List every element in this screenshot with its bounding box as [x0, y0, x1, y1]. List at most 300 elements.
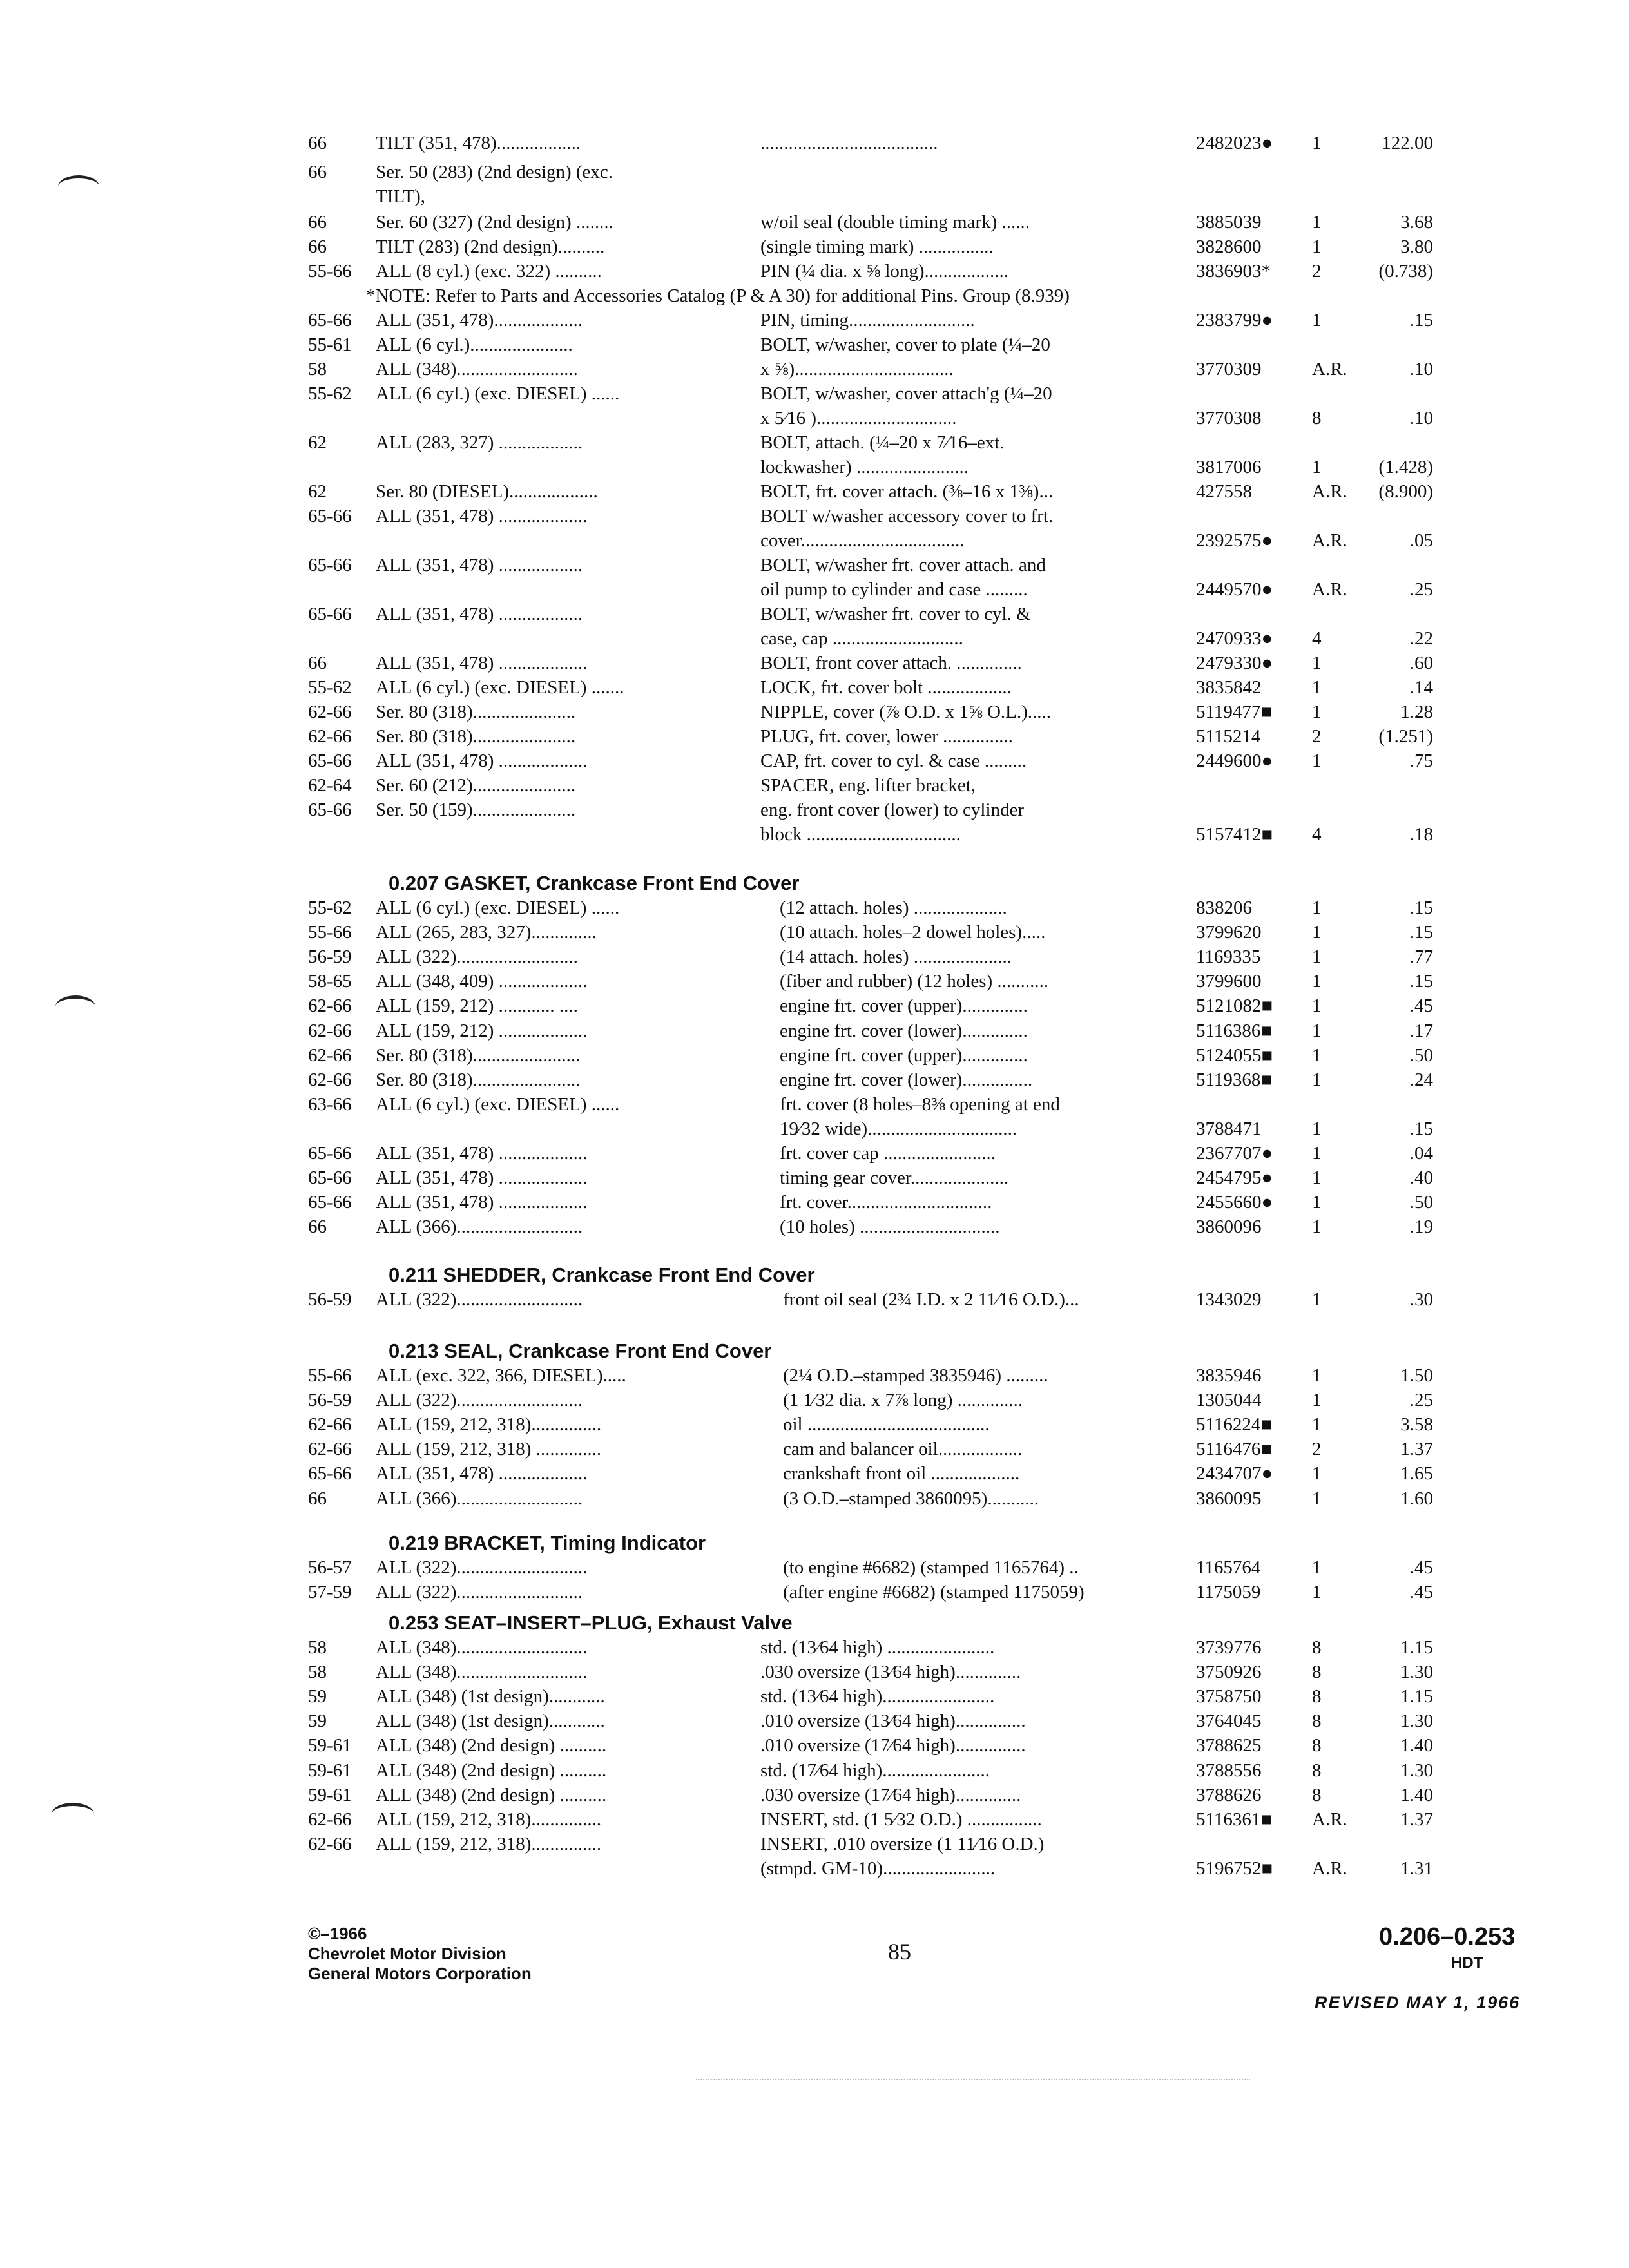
quantity: 1: [1312, 751, 1322, 771]
quantity: 1: [1312, 236, 1322, 257]
part-row: [0, 1486, 1629, 1511]
year-range: 62-66: [308, 1414, 352, 1436]
application: Ser. 60 (212)......................: [376, 775, 576, 796]
description: (fiber and rubber) (12 holes) ...........: [780, 971, 1049, 992]
part-row: [0, 259, 1629, 284]
part-row: [0, 1019, 1629, 1043]
application: ALL (322)...........................: [376, 1582, 583, 1603]
part-number: 5124055■: [1196, 1044, 1273, 1066]
application: ALL (348) (2nd design) ..........: [376, 1735, 607, 1756]
part-row: [0, 160, 1629, 184]
year-range: 62-66: [308, 726, 352, 747]
description: w/oil seal (double timing mark) ......: [760, 212, 1030, 233]
quantity: 1: [1312, 1118, 1322, 1139]
quantity: 1: [1312, 1143, 1322, 1164]
application: Ser. 80 (318).......................: [376, 1044, 581, 1066]
description: .010 oversize (13⁄64 high)...............: [760, 1711, 1026, 1732]
part-row: [0, 700, 1629, 724]
part-row: [0, 406, 1629, 430]
part-row: [0, 357, 1629, 381]
section-heading: 0.253 SEAT–INSERT–PLUG, Exhaust Valve: [389, 1611, 793, 1634]
year-range: 65-66: [308, 1192, 352, 1213]
part-row: [0, 1388, 1629, 1412]
price: 1.37: [1400, 1439, 1433, 1460]
year-range: 56-59: [308, 947, 352, 968]
description: PLUG, frt. cover, lower ...............: [760, 726, 1013, 747]
part-row: [0, 1215, 1629, 1239]
application: ALL (351, 478) ...................: [376, 653, 588, 673]
quantity: 1: [1312, 1168, 1322, 1189]
description: std. (13⁄64 high)........................: [760, 1686, 995, 1707]
year-range: 65-66: [308, 604, 352, 624]
part-number: 2434707●: [1196, 1463, 1273, 1485]
price: .45: [1409, 995, 1433, 1017]
price: .15: [1409, 898, 1433, 918]
page-number: 85: [888, 1939, 911, 1965]
part-row: [0, 1437, 1629, 1461]
part-number: 3758750: [1196, 1686, 1262, 1707]
application: ALL (159, 212, 318)...............: [376, 1833, 602, 1854]
part-row: [0, 1166, 1629, 1190]
part-row: [0, 1807, 1629, 1832]
year-range: 58: [308, 1662, 327, 1683]
application: ALL (348) (1st design)............: [376, 1686, 605, 1707]
year-range: 56-57: [308, 1557, 352, 1578]
year-range: 62-66: [308, 1809, 352, 1830]
part-number: 2383799●: [1196, 310, 1273, 331]
price: (1.251): [1378, 726, 1433, 747]
price: 3.58: [1400, 1414, 1433, 1436]
description: .010 oversize (17⁄64 high)...............: [760, 1735, 1026, 1756]
part-number: 3885039: [1196, 212, 1262, 233]
year-range: 66: [308, 162, 327, 182]
year-range: 62-66: [308, 995, 352, 1017]
description: CAP, frt. cover to cyl. & case .........: [760, 751, 1027, 771]
description: cover...................................: [760, 530, 965, 551]
part-number: 5119477■: [1196, 702, 1272, 722]
quantity: 1: [1312, 702, 1322, 722]
price: .50: [1409, 1192, 1433, 1213]
quantity: 2: [1312, 261, 1322, 282]
part-number: 2479330●: [1196, 653, 1273, 673]
description: PIN, timing...........................: [760, 310, 975, 331]
application: ALL (351, 478) ..................: [376, 555, 583, 575]
description: case, cap ............................: [760, 628, 963, 649]
year-range: 66: [308, 1488, 327, 1509]
part-row: [0, 822, 1629, 847]
year-range: 65-66: [308, 1463, 352, 1485]
quantity: A.R.: [1312, 530, 1347, 551]
price: 1.30: [1400, 1711, 1433, 1732]
quantity: 8: [1312, 1760, 1322, 1781]
price: .25: [1409, 579, 1433, 600]
description: frt. cover (8 holes–8⅜ opening at end: [780, 1093, 1060, 1115]
part-row: [0, 1461, 1629, 1486]
part-row: [0, 1684, 1629, 1709]
application: ALL (322)...........................: [376, 1289, 583, 1310]
application: ALL (366)...........................: [376, 1216, 583, 1238]
part-row: [0, 1043, 1629, 1068]
part-number: 2449570●: [1196, 579, 1273, 600]
corporation-name: General Motors Corporation: [308, 1964, 532, 1983]
application: ALL (348) (1st design)............: [376, 1711, 605, 1732]
part-row: [0, 1580, 1629, 1604]
description: (stmpd. GM-10)........................: [760, 1858, 996, 1879]
year-range: 58: [308, 359, 327, 380]
price: (8.900): [1378, 481, 1433, 502]
year-range: 62-64: [308, 775, 352, 796]
year-range: 59: [308, 1686, 327, 1707]
application: TILT (351, 478)..................: [376, 133, 581, 153]
application: Ser. 50 (159)......................: [376, 800, 576, 820]
part-row: [0, 381, 1629, 406]
application: ALL (348)............................: [376, 1662, 588, 1683]
quantity: 8: [1312, 1735, 1322, 1756]
year-range: 66: [308, 133, 327, 153]
part-row: [0, 626, 1629, 651]
part-number: 3788471: [1196, 1118, 1262, 1139]
description: engine frt. cover (upper)..............: [780, 995, 1028, 1017]
part-number: 3836903*: [1196, 261, 1271, 282]
part-number: 2470933●: [1196, 628, 1273, 649]
price: .40: [1409, 1168, 1433, 1189]
part-row: [0, 184, 1629, 209]
description: x ⅝)..................................: [760, 359, 954, 380]
price: .15: [1409, 310, 1433, 331]
year-range: 59-61: [308, 1760, 352, 1781]
part-row: [0, 577, 1629, 602]
price: .15: [1409, 971, 1433, 992]
year-range: 63-66: [308, 1093, 352, 1115]
application: ALL (159, 212, 318) ..............: [376, 1439, 602, 1460]
part-number: 5116224■: [1196, 1414, 1272, 1436]
part-number: 5115214: [1196, 726, 1261, 747]
description: front oil seal (2¾ I.D. x 2 11⁄16 O.D.)...: [783, 1289, 1079, 1310]
part-number: 3799620: [1196, 922, 1262, 943]
quantity: 1: [1312, 922, 1322, 943]
price: .19: [1409, 1216, 1433, 1238]
quantity: 1: [1312, 310, 1322, 331]
description: (to engine #6682) (stamped 1165764) ..: [783, 1557, 1079, 1578]
quantity: 1: [1312, 947, 1322, 968]
year-range: 56-59: [308, 1390, 352, 1411]
part-row: [0, 553, 1629, 577]
quantity: 1: [1312, 1216, 1322, 1238]
description: (1 1⁄32 dia. x 7⅞ long) ..............: [783, 1390, 1023, 1411]
part-number: 2449600●: [1196, 751, 1273, 771]
application: ALL (6 cyl.) (exc. DIESEL) ......: [376, 1093, 620, 1115]
year-range: 59-61: [308, 1784, 352, 1805]
description: (10 holes) ..............................: [780, 1216, 1000, 1238]
section-heading: 0.211 SHEDDER, Crankcase Front End Cover: [389, 1264, 815, 1286]
application: ALL (348) (2nd design) ..........: [376, 1784, 607, 1805]
description: engine frt. cover (upper)..............: [780, 1044, 1028, 1066]
application: ALL (351, 478) ...................: [376, 1463, 588, 1485]
part-row: [0, 945, 1629, 969]
part-row: [0, 724, 1629, 749]
year-range: 55-62: [308, 898, 352, 918]
application: ALL (8 cyl.) (exc. 322) ..........: [376, 261, 602, 282]
application: ALL (265, 283, 327)..............: [376, 922, 597, 943]
application: TILT),: [376, 186, 426, 207]
application: ALL (322)...........................: [376, 1390, 583, 1411]
part-row: [0, 1758, 1629, 1783]
application: ALL (366)...........................: [376, 1488, 583, 1509]
part-number: 2367707●: [1196, 1143, 1273, 1164]
quantity: 1: [1312, 1069, 1322, 1090]
year-range: 65-66: [308, 1168, 352, 1189]
part-row: [0, 1555, 1629, 1580]
section-heading: 0.207 GASKET, Crankcase Front End Cover: [389, 872, 800, 894]
application: ALL (351, 478)...................: [376, 310, 583, 331]
part-row: [0, 969, 1629, 994]
price: .60: [1409, 653, 1433, 673]
quantity: 1: [1312, 971, 1322, 992]
year-range: 58-65: [308, 971, 352, 992]
application: ALL (351, 478) ..................: [376, 604, 583, 624]
description: frt. cover...............................: [780, 1192, 992, 1213]
price: .77: [1409, 947, 1433, 968]
part-row: [0, 235, 1629, 259]
part-row: [0, 1141, 1629, 1166]
part-number: 3860096: [1196, 1216, 1262, 1238]
quantity: 1: [1312, 898, 1322, 918]
quantity: 8: [1312, 1662, 1322, 1683]
quantity: 1: [1312, 1365, 1322, 1386]
year-range: 55-66: [308, 922, 352, 943]
description: (12 attach. holes) ....................: [780, 898, 1007, 918]
part-number: 3817006: [1196, 457, 1262, 477]
part-row: [0, 602, 1629, 626]
year-range: 62-66: [308, 1044, 352, 1066]
price: 1.65: [1400, 1463, 1433, 1485]
price: .45: [1409, 1582, 1433, 1603]
description: std. (13⁄64 high) .......................: [760, 1637, 995, 1658]
application: ALL (348)............................: [376, 1637, 588, 1658]
quantity: 1: [1312, 1414, 1322, 1436]
part-row: [0, 675, 1629, 700]
application: ALL (159, 212, 318)...............: [376, 1809, 602, 1830]
description: lockwasher) ........................: [760, 457, 969, 477]
punch-hole-mark: [52, 1803, 94, 1825]
quantity: 4: [1312, 824, 1322, 845]
section-heading: 0.219 BRACKET, Timing Indicator: [389, 1532, 706, 1554]
application: ALL (322)..........................: [376, 947, 578, 968]
quantity: 1: [1312, 1488, 1322, 1509]
description: (3 O.D.–stamped 3860095)...........: [783, 1488, 1039, 1509]
year-range: 62-66: [308, 702, 352, 722]
part-number: 2392575●: [1196, 530, 1273, 551]
section-heading: 0.213 SEAL, Crankcase Front End Cover: [389, 1340, 772, 1362]
part-number: 3750926: [1196, 1662, 1262, 1683]
year-range: 62: [308, 481, 327, 502]
application: TILT (283) (2nd design)..........: [376, 236, 605, 257]
series-code: HDT: [1451, 1954, 1483, 1972]
description: (10 attach. holes–2 dowel holes).....: [780, 922, 1046, 943]
description: (14 attach. holes) .....................: [780, 947, 1012, 968]
application: Ser. 50 (283) (2nd design) (exc.: [376, 162, 613, 182]
year-range: 66: [308, 653, 327, 673]
part-row: [0, 1733, 1629, 1758]
price: .15: [1409, 1118, 1433, 1139]
quantity: 1: [1312, 1044, 1322, 1066]
quantity: A.R.: [1312, 1858, 1347, 1879]
application: Ser. 80 (318).......................: [376, 1069, 581, 1090]
quantity: 2: [1312, 726, 1322, 747]
description: timing gear cover.....................: [780, 1168, 1009, 1189]
part-row: [0, 455, 1629, 479]
application: ALL (6 cyl.) (exc. DIESEL) ......: [376, 383, 620, 404]
price: 1.30: [1400, 1662, 1433, 1683]
part-number: 3835946: [1196, 1365, 1262, 1386]
price: 1.15: [1400, 1686, 1433, 1707]
part-row: [0, 430, 1629, 455]
part-row: [0, 332, 1629, 357]
price: .17: [1409, 1020, 1433, 1041]
part-number: 5196752■: [1196, 1858, 1273, 1879]
price: .04: [1409, 1143, 1433, 1164]
description: BOLT, w/washer frt. cover to cyl. &: [760, 604, 1031, 624]
description: (2¼ O.D.–stamped 3835946) .........: [783, 1365, 1048, 1386]
quantity: 8: [1312, 1784, 1322, 1805]
description: cam and balancer oil..................: [783, 1439, 1023, 1460]
year-range: 62-66: [308, 1020, 352, 1041]
part-number: 3764045: [1196, 1711, 1262, 1732]
description: std. (17⁄64 high).......................: [760, 1760, 990, 1781]
price: .10: [1409, 408, 1433, 428]
description: 19⁄32 wide)................................: [780, 1118, 1017, 1139]
application: ALL (351, 478) ...................: [376, 751, 588, 771]
application: ALL (283, 327) ..................: [376, 432, 583, 453]
year-range: 55-61: [308, 334, 352, 355]
group-range: 0.206–0.253: [1379, 1923, 1516, 1950]
price: .45: [1409, 1557, 1433, 1578]
application: Ser. 80 (318)......................: [376, 726, 576, 747]
price: .75: [1409, 751, 1433, 771]
part-row: [0, 1660, 1629, 1684]
application: ALL (351, 478) ...................: [376, 1168, 588, 1189]
part-row: [0, 896, 1629, 920]
punch-hole-mark: [58, 175, 99, 198]
quantity: 1: [1312, 1020, 1322, 1041]
description: crankshaft front oil ...................: [783, 1463, 1020, 1485]
part-number: 3788626: [1196, 1784, 1262, 1805]
price: 122.00: [1382, 133, 1433, 153]
part-row: [0, 1068, 1629, 1092]
part-number: 3828600: [1196, 236, 1262, 257]
description: INSERT, .010 oversize (1 11⁄16 O.D.): [760, 1833, 1045, 1854]
price: .05: [1409, 530, 1433, 551]
quantity: 1: [1312, 677, 1322, 698]
quantity: 1: [1312, 133, 1322, 153]
year-range: 62-66: [308, 1069, 352, 1090]
part-number: 838206: [1196, 898, 1252, 918]
price: 1.15: [1400, 1637, 1433, 1658]
part-row: [0, 504, 1629, 528]
copyright: ©–1966: [308, 1924, 367, 1943]
part-number: 3788625: [1196, 1735, 1262, 1756]
description: BOLT, w/washer, cover attach'g (¼–20: [760, 383, 1052, 404]
part-number: 5116476■: [1196, 1439, 1272, 1460]
description: x 5⁄16 )..............................: [760, 408, 957, 428]
year-range: 55-66: [308, 261, 352, 282]
price: .25: [1409, 1390, 1433, 1411]
application: ALL (6 cyl.) (exc. DIESEL) ......: [376, 898, 620, 918]
quantity: 1: [1312, 1192, 1322, 1213]
part-row: [0, 1783, 1629, 1807]
catalog-note: *NOTE: Refer to Parts and Accessories Catalog (P & A 30) for additional Pins. Group (8.939): [366, 285, 1070, 306]
year-range: 55-62: [308, 383, 352, 404]
year-range: 55-66: [308, 1365, 352, 1386]
part-row: [0, 1190, 1629, 1215]
revised-date: REVISED MAY 1, 1966: [1315, 1993, 1521, 2012]
application: ALL (159, 212) ...................: [376, 1020, 588, 1041]
application: Ser. 80 (318)......................: [376, 702, 576, 722]
part-row: [0, 1709, 1629, 1733]
quantity: A.R.: [1312, 1809, 1347, 1830]
quantity: 1: [1312, 212, 1322, 233]
quantity: A.R.: [1312, 481, 1347, 502]
description: NIPPLE, cover (⅞ O.D. x 1⅝ O.L.).....: [760, 702, 1052, 722]
application: ALL (6 cyl.) (exc. DIESEL) .......: [376, 677, 624, 698]
price: .14: [1409, 677, 1433, 698]
year-range: 65-66: [308, 751, 352, 771]
price: 1.50: [1400, 1365, 1433, 1386]
quantity: 1: [1312, 1463, 1322, 1485]
part-number: 3788556: [1196, 1760, 1262, 1781]
description: .030 oversize (17⁄64 high)..............: [760, 1784, 1021, 1805]
part-row: [0, 308, 1629, 332]
part-row: [0, 798, 1629, 822]
part-number: 3739776: [1196, 1637, 1262, 1658]
part-number: 5121082■: [1196, 995, 1273, 1017]
year-range: 62-66: [308, 1439, 352, 1460]
part-row: [0, 773, 1629, 798]
application: Ser. 60 (327) (2nd design) ........: [376, 212, 613, 233]
quantity: 1: [1312, 995, 1322, 1017]
part-number: 2455660●: [1196, 1192, 1273, 1213]
price: .15: [1409, 922, 1433, 943]
description: .030 oversize (13⁄64 high)..............: [760, 1662, 1021, 1683]
part-row: [0, 920, 1629, 945]
application: ALL (6 cyl.)......................: [376, 334, 573, 355]
application: Ser. 80 (DIESEL)...................: [376, 481, 598, 502]
part-number: 5119368■: [1196, 1069, 1272, 1090]
description: BOLT w/washer accessory cover to frt.: [760, 506, 1054, 526]
part-number: 3799600: [1196, 971, 1262, 992]
description: BOLT, front cover attach. ..............: [760, 653, 1022, 673]
part-row: [0, 1363, 1629, 1388]
description: oil .......................................: [783, 1414, 990, 1436]
part-row: [0, 1117, 1629, 1141]
year-range: 66: [308, 212, 327, 233]
year-range: 65-66: [308, 1143, 352, 1164]
scan-rule: [696, 2079, 1250, 2080]
part-row: [0, 1287, 1629, 1312]
description: frt. cover cap ........................: [780, 1143, 996, 1164]
application: ALL (159, 212, 318)...............: [376, 1414, 602, 1436]
year-range: 62: [308, 432, 327, 453]
part-number: 3860095: [1196, 1488, 1262, 1509]
description: BOLT, attach. (¼–20 x 7⁄16–ext.: [760, 432, 1005, 453]
description: BOLT, w/washer frt. cover attach. and: [760, 555, 1046, 575]
quantity: A.R.: [1312, 359, 1347, 380]
year-range: 65-66: [308, 506, 352, 526]
description: (after engine #6682) (stamped 1175059): [783, 1582, 1084, 1603]
description: eng. front cover (lower) to cylinder: [760, 800, 1025, 820]
quantity: 8: [1312, 1686, 1322, 1707]
price: .18: [1409, 824, 1433, 845]
